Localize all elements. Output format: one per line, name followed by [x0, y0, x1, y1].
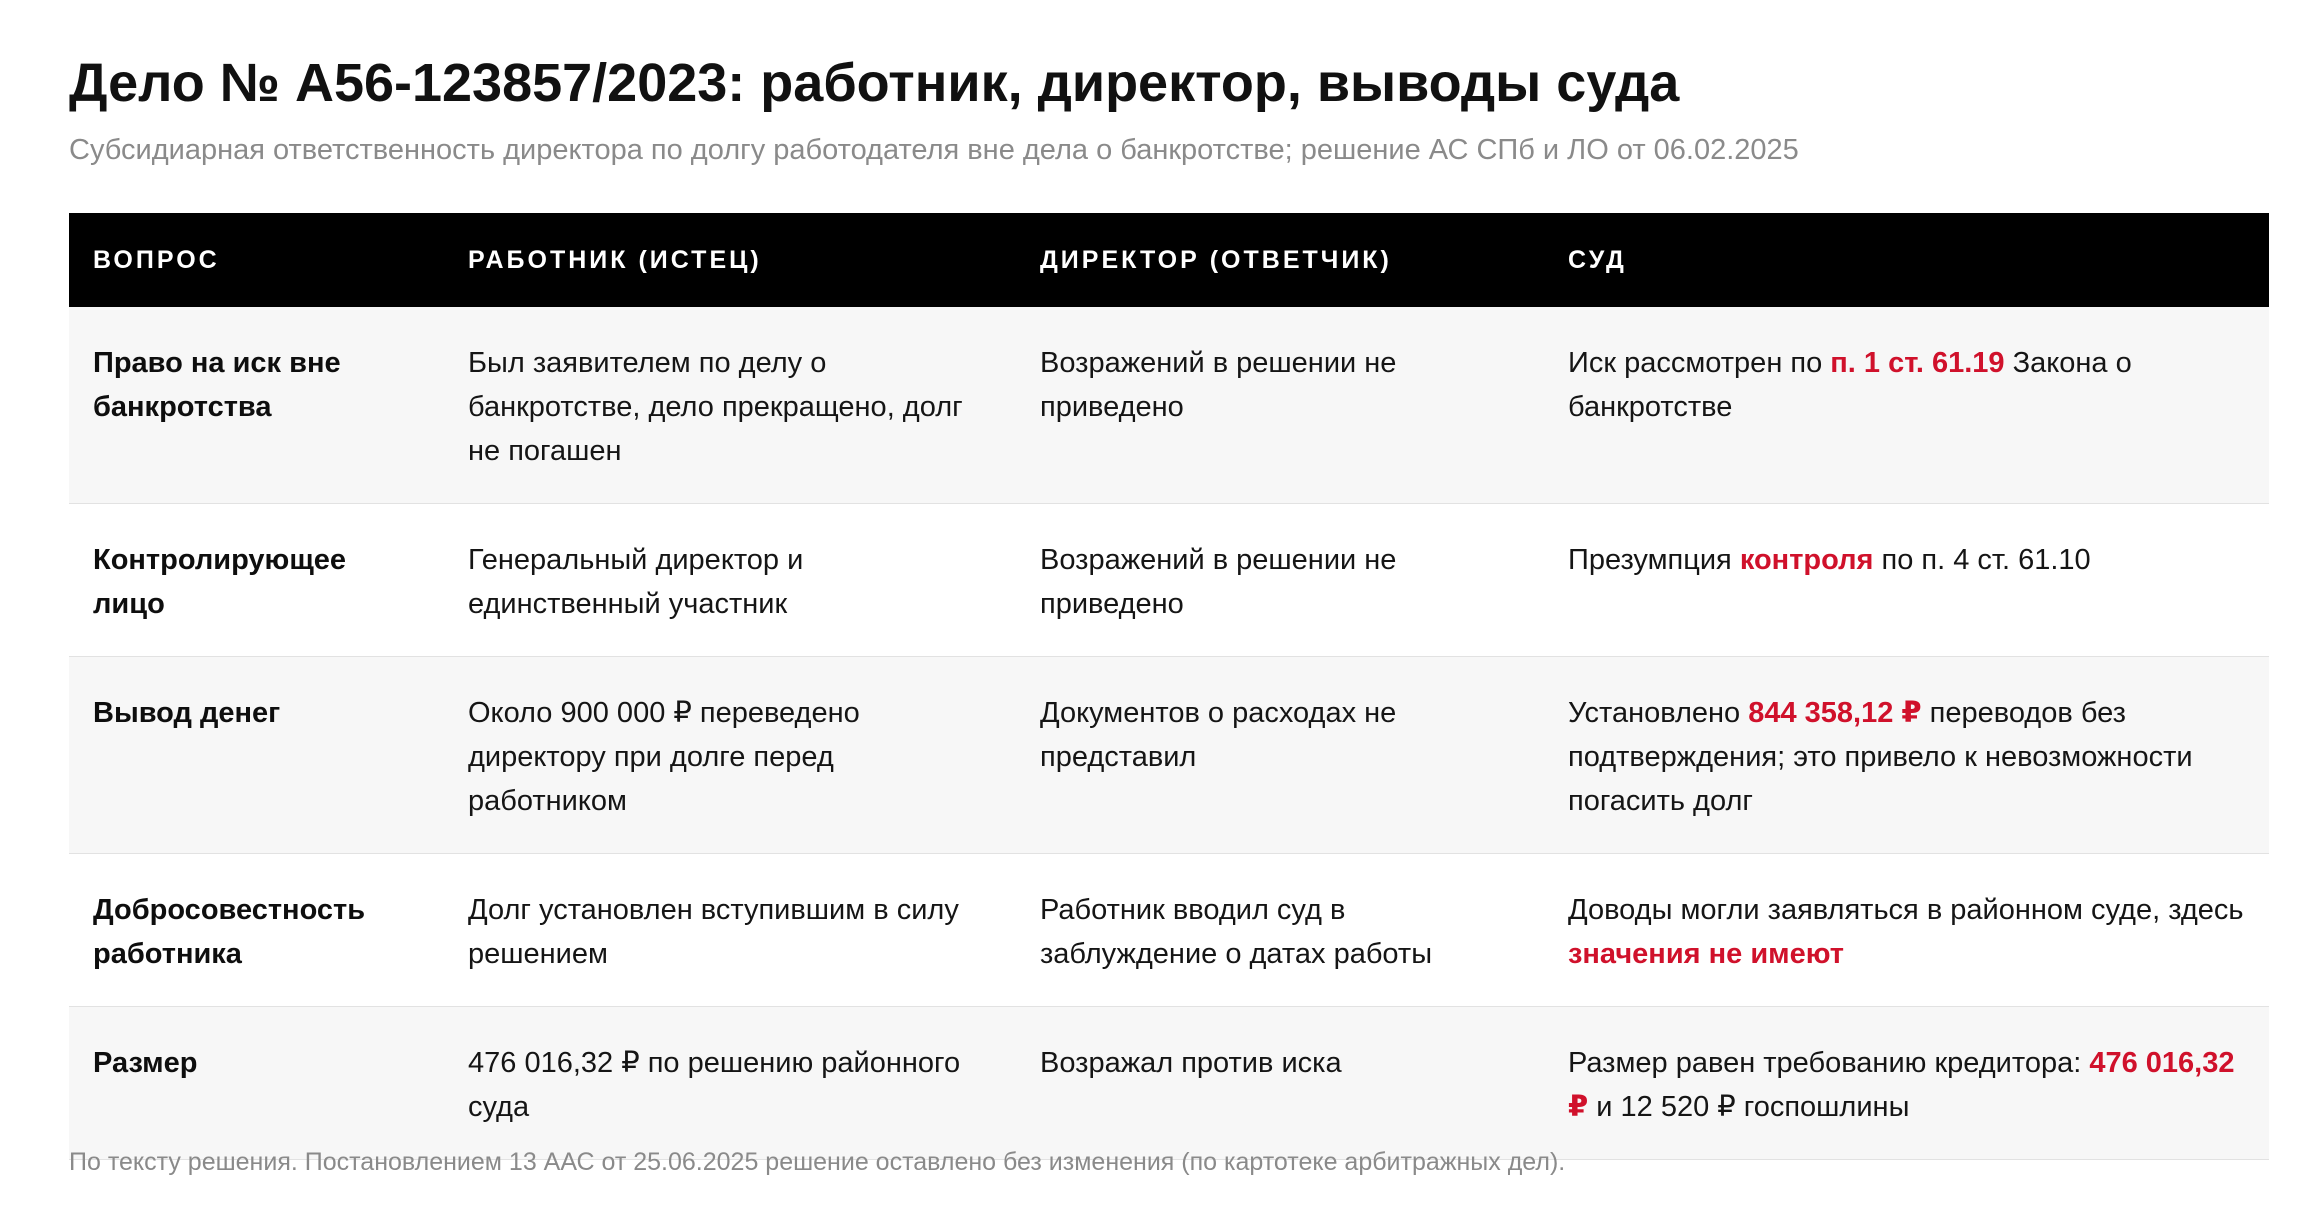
footnote: По тексту решения. Постановлением 13 ААС от 25.06.2025 решение оставлено без изменения (по картотеке арбитражных дел). — [69, 1148, 1566, 1176]
row-question: Добросовестность работника — [69, 854, 444, 1007]
row-director: Возражений в решении не приведено — [1016, 504, 1544, 657]
table-row — [69, 307, 2269, 504]
table-row — [69, 504, 2269, 657]
row-director: Возражал против иска — [1016, 1007, 1544, 1160]
court-highlight: значения не имеют — [1568, 938, 1844, 970]
row-worker: Был заявителем по делу о банкротстве, дело прекращено, долг не погашен — [444, 307, 1016, 504]
court-highlight: контроля — [1739, 544, 1874, 576]
row-court — [1544, 854, 2269, 1007]
table-row — [69, 657, 2269, 854]
row-question: Размер — [69, 1007, 444, 1160]
court-text: Закона о банкротстве — [1568, 347, 2132, 423]
row-question: Вывод денег — [69, 657, 444, 854]
court-highlight: 844 358,12 ₽ — [1748, 697, 1922, 729]
court-text: Иск рассмотрен по — [1568, 347, 1831, 379]
court-text: переводов без подтверждения; это привело к невозможности погасить долг — [1568, 697, 2193, 817]
table-header-row — [69, 213, 2269, 307]
header-court: СУД — [1544, 213, 2269, 307]
header-worker: РАБОТНИК (ИСТЕЦ) — [444, 213, 1016, 307]
row-director: Работник вводил суд в заблуждение о датах работы — [1016, 854, 1544, 1007]
comparison-table — [69, 213, 2269, 1160]
header-director: ДИРЕКТОР (ОТВЕТЧИК) — [1016, 213, 1544, 307]
table-row — [69, 854, 2269, 1007]
row-director: Возражений в решении не приведено — [1016, 307, 1544, 504]
court-text: Доводы могли заявляться в районном суде, здесь — [1568, 894, 2244, 926]
row-question: Право на иск вне банкротства — [69, 307, 444, 504]
court-highlight: п. 1 ст. 61.19 — [1830, 347, 2005, 379]
row-worker: Около 900 000 ₽ переведено директору при долге перед работником — [444, 657, 1016, 854]
court-text: по п. 4 ст. 61.10 — [1873, 544, 2091, 576]
row-court — [1544, 504, 2269, 657]
header-question: ВОПРОС — [69, 213, 444, 307]
row-worker: Генеральный директор и единственный участник — [444, 504, 1016, 657]
row-court — [1544, 657, 2269, 854]
court-text: Презумпция — [1568, 544, 1740, 576]
row-worker: Долг установлен вступившим в силу решением — [444, 854, 1016, 1007]
court-text: и 12 520 ₽ госпошлины — [1588, 1091, 1910, 1123]
court-text: Установлено — [1568, 697, 1749, 729]
page-subtitle: Субсидиарная ответственность директора по долгу работодателя вне дела о банкротстве; решение АС СПб и ЛО от 06.02.2025 — [69, 134, 1799, 166]
page-title: Дело № А56-123857/2023: работник, директор, выводы суда — [69, 53, 1680, 113]
row-worker: 476 016,32 ₽ по решению районного суда — [444, 1007, 1016, 1160]
row-court — [1544, 1007, 2269, 1160]
row-director: Документов о расходах не представил — [1016, 657, 1544, 854]
row-court — [1544, 307, 2269, 504]
table-row — [69, 1007, 2269, 1160]
row-question: Контролирующее лицо — [69, 504, 444, 657]
court-highlight: 476 016,32 ₽ — [1568, 1047, 2235, 1123]
court-text: Размер равен требованию кредитора: — [1568, 1047, 2090, 1079]
